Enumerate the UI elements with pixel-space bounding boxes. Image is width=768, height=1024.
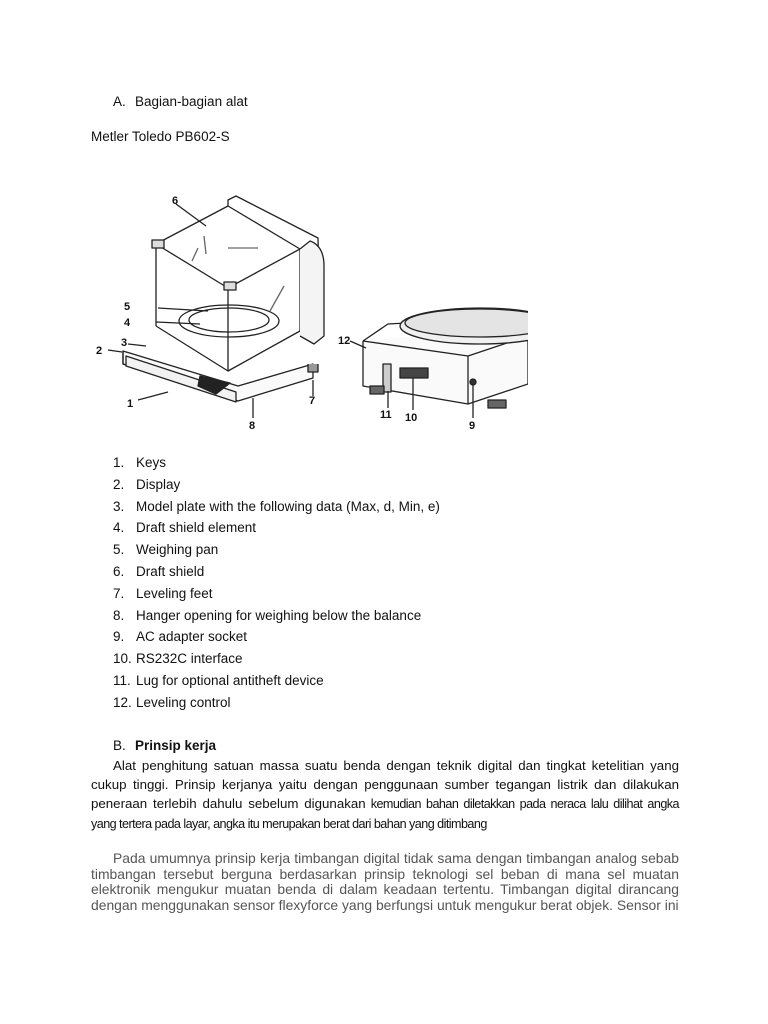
item-label: Leveling control: [136, 694, 231, 710]
callout-12: 12: [338, 335, 351, 347]
item-label: Lug for optional antitheft device: [136, 672, 324, 688]
item-label: Weighing pan: [136, 542, 219, 558]
list-item: [113, 607, 440, 629]
parts-list: [113, 454, 440, 716]
list-item: [113, 519, 440, 541]
item-label: RS232C interface: [136, 651, 243, 667]
item-label: Display: [136, 476, 181, 492]
list-item: [113, 454, 440, 476]
callout-5: 5: [124, 301, 131, 313]
item-label: AC adapter socket: [136, 629, 248, 645]
item-number: 3.: [113, 498, 125, 514]
item-label: Draft shield: [136, 563, 205, 579]
item-number: 4.: [113, 520, 125, 536]
section-a-title: Bagian-bagian alat: [135, 94, 248, 109]
item-number: 6.: [113, 563, 125, 579]
callout-2: 2: [96, 345, 103, 357]
callout-6: 6: [172, 195, 179, 207]
item-number: 8.: [113, 607, 125, 623]
item-label: Hanger opening for weighing below the balance: [136, 607, 422, 623]
callout-11: 11: [380, 409, 392, 421]
list-item: [113, 650, 440, 672]
section-b-heading: [113, 738, 216, 753]
item-label: Draft shield element: [136, 520, 257, 536]
paragraph1-part2: kemudian bahan diletakkan pada neraca lalu dilihat angka yang tertera pada layar, angka itu merupakan berat dari bahan yang ditimbang: [91, 797, 679, 831]
item-number: 2.: [113, 476, 125, 492]
item-number: 11.: [113, 672, 131, 688]
section-a-heading: [113, 94, 248, 109]
list-item: [113, 498, 440, 520]
item-number: 10.: [113, 651, 132, 667]
callout-8: 8: [249, 420, 256, 432]
item-label: Keys: [136, 455, 167, 470]
list-item: [113, 563, 440, 585]
callout-10: 10: [405, 412, 418, 424]
section-a-number: A.: [113, 94, 126, 109]
item-number: 9.: [113, 629, 125, 645]
paragraph1-part1: Alat penghitung satuan massa suatu benda dengan teknik digital dan tingkat ketelitian yang cukup tinggi. Prinsip kerjanya yaitu dengan penggunaan sumber tegangan listrik dan dilakukan peneraan terlebih dahulu sebelum digunakan: [91, 758, 679, 811]
paragraph-timbangan-digital: Pada umumnya prinsip kerja timbangan digital tidak sama dengan timbangan analog sebab timbangan tersebut berguna berdasarkan prinsip teknologi sel beban di mana sel muatan elektronik mengukur muatan benda di dalam keadaan tertentu. Timbangan digital dirancang dengan menggunakan sensor flexyforce yang berfungsi untuk mengukur berat objek. Sensor ini: [91, 850, 679, 913]
item-label: Leveling feet: [136, 585, 213, 601]
paragraph-prinsip-kerja: [91, 756, 679, 834]
section-b-title: Prinsip kerja: [135, 738, 217, 753]
callout-1: 1: [127, 398, 134, 410]
balance-diagram-svg: [88, 186, 528, 436]
balance-diagram: [88, 186, 528, 436]
list-item: [113, 541, 440, 563]
list-item: [113, 476, 440, 498]
item-number: 12.: [113, 694, 132, 710]
section-b-number: B.: [113, 738, 126, 753]
item-number: 5.: [113, 542, 125, 558]
item-number: 7.: [113, 585, 125, 601]
list-item: [113, 694, 440, 716]
item-number: 1.: [113, 455, 125, 470]
callout-7: 7: [309, 395, 316, 407]
callout-3: 3: [121, 337, 128, 349]
list-item: [113, 672, 440, 694]
model-name: Metler Toledo PB602-S: [91, 129, 230, 144]
callout-9: 9: [469, 420, 476, 432]
callout-4: 4: [124, 317, 131, 329]
list-item: [113, 585, 440, 607]
list-item: [113, 628, 440, 650]
item-label: Model plate with the following data (Max, d, Min, e): [136, 498, 440, 514]
